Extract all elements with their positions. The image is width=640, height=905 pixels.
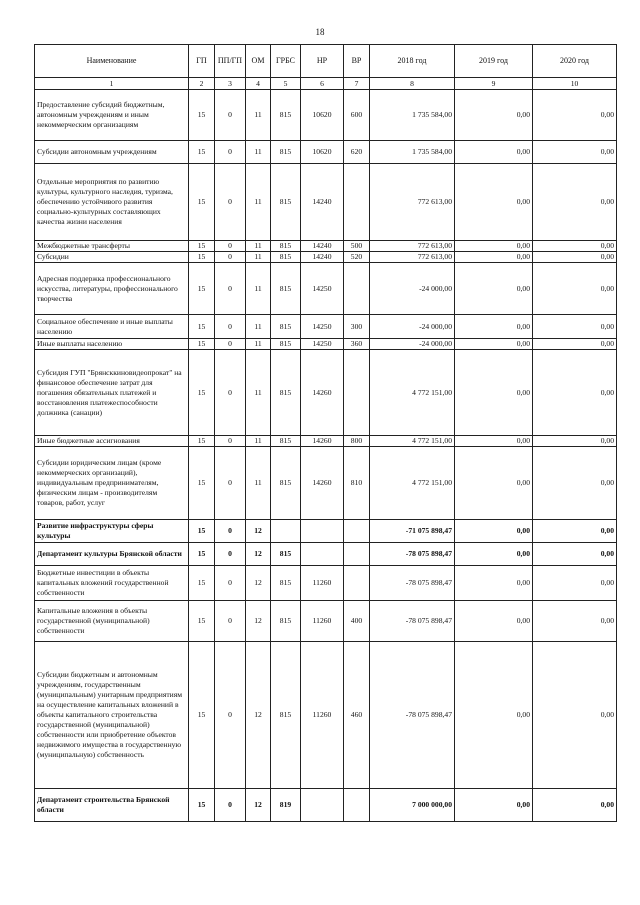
cell-nr (301, 520, 344, 543)
cell-2019: 0,00 (455, 90, 533, 141)
table-row (35, 263, 617, 315)
cell-grbs: 815 (271, 543, 301, 566)
column-header: 2020 год (533, 45, 617, 78)
cell-nr: 11260 (301, 566, 344, 601)
cell-vr: 360 (344, 339, 370, 350)
cell-2018: -24 000,00 (370, 315, 455, 339)
cell-nr (301, 543, 344, 566)
cell-om: 11 (246, 90, 271, 141)
table-row (35, 789, 617, 822)
column-number: 9 (455, 78, 533, 90)
column-header: ГРБС (271, 45, 301, 78)
column-number: 4 (246, 78, 271, 90)
cell-2018: 772 613,00 (370, 252, 455, 263)
cell-2020: 0,00 (533, 315, 617, 339)
cell-gp: 15 (189, 520, 215, 543)
table-row (35, 350, 617, 436)
table-row (35, 164, 617, 241)
cell-gp: 15 (189, 141, 215, 164)
cell-om: 11 (246, 436, 271, 447)
cell-nr: 14260 (301, 447, 344, 520)
cell-grbs: 815 (271, 566, 301, 601)
row-name: Капитальные вложения в объекты государственной (муниципальной) собственности (35, 601, 189, 642)
cell-grbs (271, 520, 301, 543)
column-header: 2018 год (370, 45, 455, 78)
cell-gp: 15 (189, 241, 215, 252)
cell-nr: 10620 (301, 90, 344, 141)
cell-2020: 0,00 (533, 241, 617, 252)
cell-gp: 15 (189, 436, 215, 447)
cell-om: 11 (246, 241, 271, 252)
cell-om: 12 (246, 520, 271, 543)
cell-om: 11 (246, 141, 271, 164)
cell-vr: 620 (344, 141, 370, 164)
cell-om: 11 (246, 164, 271, 241)
column-number: 10 (533, 78, 617, 90)
cell-2018: 4 772 151,00 (370, 350, 455, 436)
cell-vr: 520 (344, 252, 370, 263)
row-name: Развитие инфраструктуры сферы культуры (35, 520, 189, 543)
cell-2020: 0,00 (533, 164, 617, 241)
cell-vr (344, 543, 370, 566)
cell-2020: 0,00 (533, 263, 617, 315)
cell-vr (344, 263, 370, 315)
table-row (35, 543, 617, 566)
cell-vr: 600 (344, 90, 370, 141)
cell-2019: 0,00 (455, 789, 533, 822)
cell-vr: 810 (344, 447, 370, 520)
page-number: 18 (315, 27, 325, 37)
row-name: Департамент культуры Брянской области (35, 543, 189, 566)
cell-grbs: 815 (271, 241, 301, 252)
cell-2019: 0,00 (455, 241, 533, 252)
cell-gp: 15 (189, 350, 215, 436)
cell-pp-gp: 0 (215, 252, 246, 263)
column-number: 5 (271, 78, 301, 90)
cell-om: 11 (246, 263, 271, 315)
cell-grbs: 815 (271, 141, 301, 164)
cell-pp-gp: 0 (215, 90, 246, 141)
column-header: ВР (344, 45, 370, 78)
cell-pp-gp: 0 (215, 241, 246, 252)
column-number: 8 (370, 78, 455, 90)
cell-pp-gp: 0 (215, 520, 246, 543)
table-row (35, 315, 617, 339)
cell-2019: 0,00 (455, 447, 533, 520)
row-name: Субсидии юридическим лицам (кроме некоммерческих организаций), индивидуальным предпринимателям, физическим лицам - производителям товаров, работ, услуг (35, 447, 189, 520)
cell-gp: 15 (189, 447, 215, 520)
cell-2018: 772 613,00 (370, 164, 455, 241)
cell-2019: 0,00 (455, 642, 533, 789)
column-number: 7 (344, 78, 370, 90)
cell-grbs: 815 (271, 350, 301, 436)
cell-vr (344, 164, 370, 241)
cell-gp: 15 (189, 339, 215, 350)
cell-grbs: 815 (271, 436, 301, 447)
table-row (35, 252, 617, 263)
cell-nr: 11260 (301, 601, 344, 642)
cell-gp: 15 (189, 789, 215, 822)
cell-2019: 0,00 (455, 436, 533, 447)
cell-grbs: 815 (271, 252, 301, 263)
cell-pp-gp: 0 (215, 141, 246, 164)
cell-om: 12 (246, 601, 271, 642)
cell-om: 12 (246, 789, 271, 822)
cell-pp-gp: 0 (215, 339, 246, 350)
cell-om: 12 (246, 543, 271, 566)
cell-pp-gp: 0 (215, 789, 246, 822)
cell-grbs: 815 (271, 90, 301, 141)
cell-2019: 0,00 (455, 263, 533, 315)
row-name: Субсидии бюджетным и автономным учреждениям, государственным (муниципальным) унитарным предприятиям на осуществление капитальных вложений в объекты капитального строительства государственной (муниципальной) собственности или приобретение объектов недвижимого имущества в государственную (муниципальную) собственность (35, 642, 189, 789)
cell-nr: 14250 (301, 315, 344, 339)
cell-vr: 800 (344, 436, 370, 447)
cell-2019: 0,00 (455, 315, 533, 339)
cell-gp: 15 (189, 566, 215, 601)
cell-2020: 0,00 (533, 90, 617, 141)
cell-gp: 15 (189, 164, 215, 241)
cell-vr (344, 350, 370, 436)
cell-nr: 14240 (301, 164, 344, 241)
cell-grbs: 815 (271, 447, 301, 520)
cell-vr: 460 (344, 642, 370, 789)
cell-grbs: 815 (271, 642, 301, 789)
cell-vr (344, 566, 370, 601)
cell-pp-gp: 0 (215, 263, 246, 315)
table-body (35, 90, 617, 822)
row-name: Субсидия ГУП "Брянсккиновидеопрокат" на финансовое обеспечение затрат для погашения обязательных платежей и восстановления платежеспособности должника (санации) (35, 350, 189, 436)
cell-nr: 14260 (301, 350, 344, 436)
cell-2018: -24 000,00 (370, 263, 455, 315)
cell-2019: 0,00 (455, 520, 533, 543)
row-name: Социальное обеспечение и иные выплаты населению (35, 315, 189, 339)
table-row (35, 601, 617, 642)
cell-gp: 15 (189, 642, 215, 789)
cell-nr: 14250 (301, 263, 344, 315)
table-row (35, 436, 617, 447)
cell-2019: 0,00 (455, 164, 533, 241)
cell-2019: 0,00 (455, 566, 533, 601)
cell-2019: 0,00 (455, 339, 533, 350)
cell-pp-gp: 0 (215, 436, 246, 447)
cell-vr (344, 520, 370, 543)
cell-pp-gp: 0 (215, 350, 246, 436)
cell-om: 11 (246, 350, 271, 436)
cell-2018: -78 075 898,47 (370, 642, 455, 789)
cell-2020: 0,00 (533, 141, 617, 164)
cell-2018: 1 735 584,00 (370, 90, 455, 141)
cell-gp: 15 (189, 601, 215, 642)
row-name: Иные выплаты населению (35, 339, 189, 350)
column-header: 2019 год (455, 45, 533, 78)
cell-2019: 0,00 (455, 543, 533, 566)
cell-vr: 300 (344, 315, 370, 339)
cell-2020: 0,00 (533, 350, 617, 436)
cell-2019: 0,00 (455, 141, 533, 164)
cell-om: 12 (246, 642, 271, 789)
cell-pp-gp: 0 (215, 315, 246, 339)
row-name: Субсидии (35, 252, 189, 263)
row-name: Отдельные мероприятия по развитию культуры, культурного наследия, туризма, обеспечению устойчивого развития социально-культурных составляющих качества жизни населения (35, 164, 189, 241)
cell-2018: 7 000 000,00 (370, 789, 455, 822)
cell-2018: 1 735 584,00 (370, 141, 455, 164)
cell-vr (344, 789, 370, 822)
cell-nr (301, 789, 344, 822)
cell-pp-gp: 0 (215, 566, 246, 601)
cell-nr: 14240 (301, 252, 344, 263)
table-row (35, 520, 617, 543)
column-header: ПП/ГП (215, 45, 246, 78)
cell-2018: -78 075 898,47 (370, 566, 455, 601)
row-name: Субсидии автономным учреждениям (35, 141, 189, 164)
cell-grbs: 815 (271, 315, 301, 339)
cell-grbs: 819 (271, 789, 301, 822)
table-row (35, 339, 617, 350)
row-name: Департамент строительства Брянской области (35, 789, 189, 822)
cell-grbs: 815 (271, 339, 301, 350)
cell-om: 11 (246, 447, 271, 520)
cell-nr: 10620 (301, 141, 344, 164)
header-row (35, 45, 617, 78)
cell-gp: 15 (189, 90, 215, 141)
cell-nr: 11260 (301, 642, 344, 789)
cell-2018: -71 075 898,47 (370, 520, 455, 543)
column-header: ОМ (246, 45, 271, 78)
table-row (35, 90, 617, 141)
cell-2018: -24 000,00 (370, 339, 455, 350)
cell-om: 12 (246, 566, 271, 601)
cell-2018: 772 613,00 (370, 241, 455, 252)
row-name: Адресная поддержка профессионального искусства, литературы, профессионального творчества (35, 263, 189, 315)
budget-table (34, 44, 617, 822)
row-name: Межбюджетные трансферты (35, 241, 189, 252)
cell-2020: 0,00 (533, 252, 617, 263)
column-header: Наименование (35, 45, 189, 78)
cell-2020: 0,00 (533, 566, 617, 601)
cell-grbs: 815 (271, 263, 301, 315)
cell-pp-gp: 0 (215, 543, 246, 566)
cell-grbs: 815 (271, 601, 301, 642)
cell-2018: -78 075 898,47 (370, 543, 455, 566)
cell-2018: 4 772 151,00 (370, 447, 455, 520)
cell-2018: 4 772 151,00 (370, 436, 455, 447)
cell-2019: 0,00 (455, 350, 533, 436)
cell-vr: 400 (344, 601, 370, 642)
cell-2019: 0,00 (455, 601, 533, 642)
column-header: НР (301, 45, 344, 78)
cell-2020: 0,00 (533, 339, 617, 350)
cell-om: 11 (246, 339, 271, 350)
table-row (35, 566, 617, 601)
cell-2020: 0,00 (533, 789, 617, 822)
cell-nr: 14250 (301, 339, 344, 350)
cell-vr: 500 (344, 241, 370, 252)
cell-pp-gp: 0 (215, 447, 246, 520)
cell-2020: 0,00 (533, 601, 617, 642)
cell-grbs: 815 (271, 164, 301, 241)
cell-2020: 0,00 (533, 543, 617, 566)
cell-2020: 0,00 (533, 642, 617, 789)
cell-2020: 0,00 (533, 520, 617, 543)
cell-pp-gp: 0 (215, 164, 246, 241)
table-row (35, 141, 617, 164)
cell-2019: 0,00 (455, 252, 533, 263)
table-row (35, 642, 617, 789)
cell-gp: 15 (189, 263, 215, 315)
column-number: 1 (35, 78, 189, 90)
row-name: Иные бюджетные ассигнования (35, 436, 189, 447)
column-number-row (35, 78, 617, 90)
column-number: 6 (301, 78, 344, 90)
row-name: Бюджетные инвестиции в объекты капитальных вложений государственной собственности (35, 566, 189, 601)
cell-pp-gp: 0 (215, 601, 246, 642)
column-number: 3 (215, 78, 246, 90)
cell-gp: 15 (189, 252, 215, 263)
cell-om: 11 (246, 252, 271, 263)
column-header: ГП (189, 45, 215, 78)
cell-nr: 14260 (301, 436, 344, 447)
table-row (35, 447, 617, 520)
cell-2020: 0,00 (533, 447, 617, 520)
cell-om: 11 (246, 315, 271, 339)
row-name: Предоставление субсидий бюджетным, автономным учреждениям и иным некоммерческим организациям (35, 90, 189, 141)
cell-2018: -78 075 898,47 (370, 601, 455, 642)
cell-nr: 14240 (301, 241, 344, 252)
table-row (35, 241, 617, 252)
cell-gp: 15 (189, 543, 215, 566)
cell-2020: 0,00 (533, 436, 617, 447)
cell-gp: 15 (189, 315, 215, 339)
cell-pp-gp: 0 (215, 642, 246, 789)
column-number: 2 (189, 78, 215, 90)
